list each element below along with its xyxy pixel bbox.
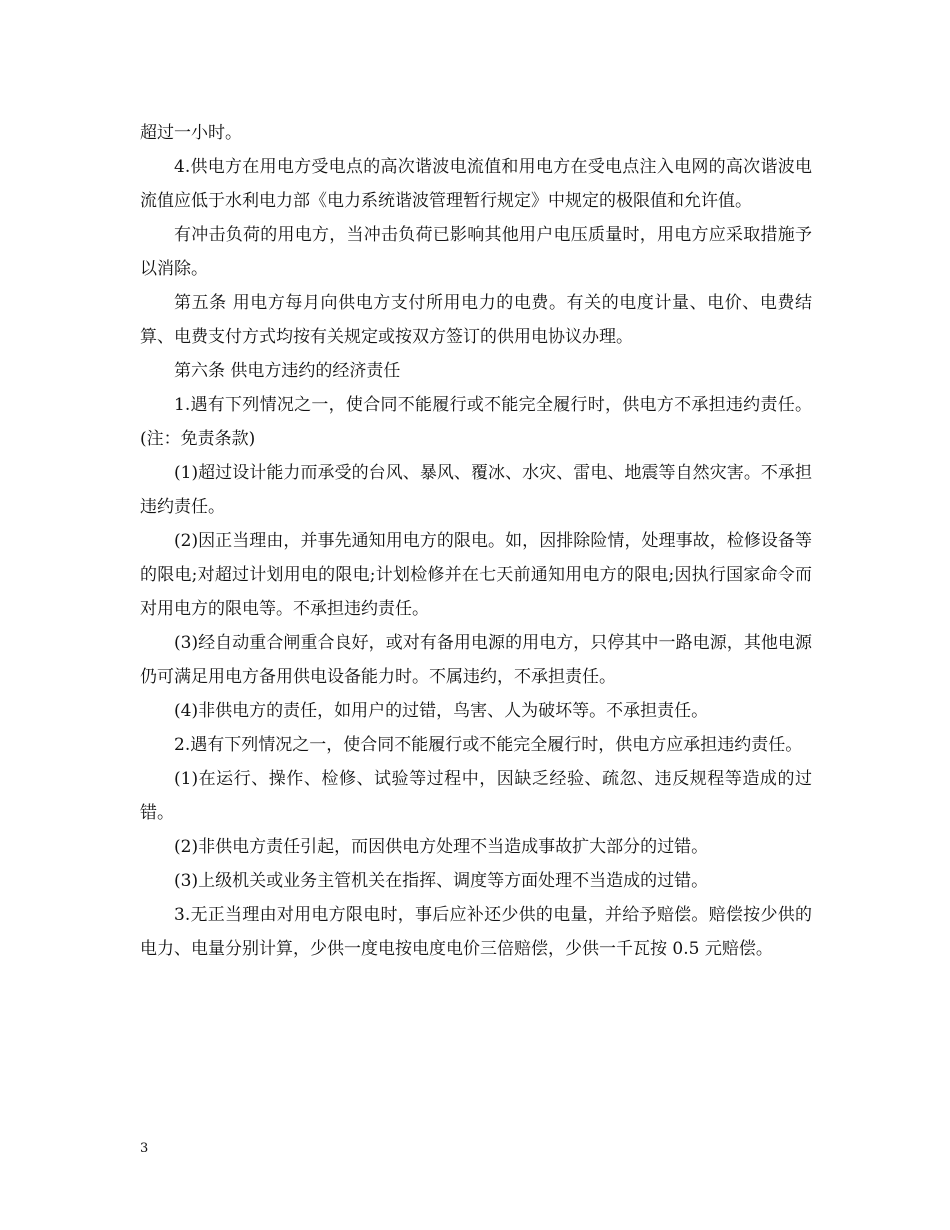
paragraph: 第五条 用电方每月向供电方支付所用电力的电费。有关的电度计量、电价、电费结算、电费支付方式均按有关规定或按双方签订的供用电协议办理。: [140, 293, 812, 347]
list-item: (3)上级机关或业务主管机关在指挥、调度等方面处理不当造成的过错。: [174, 871, 709, 891]
paragraph: 1.遇有下列情况之一，使合同不能履行或不能完全履行时，供电方不承担违约责任。(注：免责条款): [140, 395, 812, 449]
list-item: (2)非供电方责任引起，而因供电方处理不当造成事故扩大部分的过错。: [174, 837, 709, 857]
list-item: (4)非供电方的责任，如用户的过错，鸟害、人为破坏等。不承担责任。: [174, 701, 709, 721]
paragraph: 4.供电方在用电方受电点的高次谐波电流值和用电方在受电点注入电网的高次谐波电流值应低于水利电力部《电力系统谐波管理暂行规定》中规定的极限值和允许值。: [140, 157, 812, 211]
list-item: (1)在运行、操作、检修、试验等过程中，因缺乏经验、疏忽、违反规程等造成的过错。: [140, 769, 812, 823]
paragraph: 2.遇有下列情况之一，使合同不能履行或不能完全履行时，供电方应承担违约责任。: [174, 735, 803, 755]
list-item: (3)经自动重合闸重合良好，或对有备用电源的用电方，只停其中一路电源，其他电源仍可满足用电方备用供电设备能力时。不属违约，不承担责任。: [140, 633, 812, 687]
page-number: 3: [140, 1141, 149, 1156]
section-heading: 第六条 供电方违约的经济责任: [174, 361, 401, 381]
list-item: (1)超过设计能力而承受的台风、暴风、覆冰、水灾、雷电、地震等自然灾害。不承担违约责任。: [140, 463, 812, 517]
list-item: (2)因正当理由，并事先通知用电方的限电。如，因排除险情，处理事故，检修设备等的限电;对超过计划用电的限电;计划检修并在七天前通知用电方的限电;因执行国家命令而对用电方的限电等。不承担违约责任。: [140, 531, 812, 619]
paragraph: 3.无正当理由对用电方限电时，事后应补还少供的电量，并给予赔偿。赔偿按少供的电力、电量分别计算，少供一度电按电度电价三倍赔偿，少供一千瓦按 0.5 元赔偿。: [140, 905, 812, 959]
paragraph: 超过一小时。: [140, 123, 242, 143]
document-body: [140, 116, 812, 966]
paragraph: 有冲击负荷的用电方，当冲击负荷已影响其他用户电压质量时，用电方应采取措施予以消除。: [140, 225, 812, 279]
